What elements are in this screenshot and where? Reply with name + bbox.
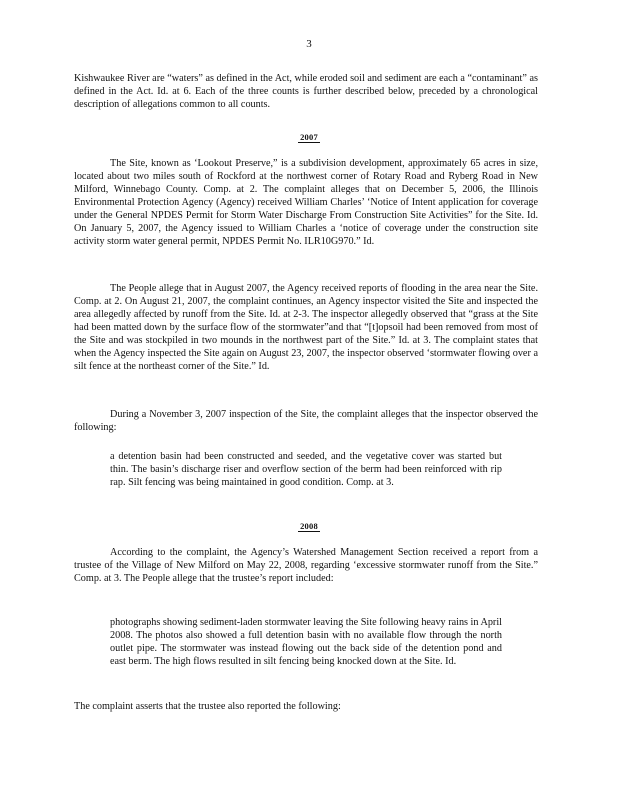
august-paragraph: The People allege that in August 2007, the Agency received reports of flooding in the area near the Site. Comp. at 2. On August 21, 2007, the complaint continues, an Agency inspector visited the Site and inspected the area allegedly affected by runoff from the Site. Id. at 2-3. The inspector allegedly observed that “grass at the Site had been matted down by the surface flow of the stormwater”and that “[t]opsoil had been removed from most of the Site and was stockpiled in two mounds in the northwest part of the Site.” Id. at 3. The complaint states that when the Agency inspected the Site again on August 23, 2007, the inspector observed ‘stormwater flowing over a silt fence at the northeast corner of the Site.” Id.	[74, 283, 538, 372]
section-heading-2008	[0, 520, 618, 533]
november-quote: a detention basin had been constructed and seeded, and the vegetative cover was started but thin. The basin’s discharge riser and overflow section of the berm had been reinforced with rip rap. Silt fencing was being maintained in good condition. Comp. at 3.	[110, 451, 502, 488]
heading-2008-text: 2008	[300, 521, 318, 531]
photographs-quote: photographs showing sediment-laden stormwater leaving the Site following heavy rains in April 2008. The photos also showed a full detention basin with no available flow through the north outlet pipe. The stormwater was instead flowing out the back side of the detention pond and east berm. The high flows resulted in silt fencing being knocked down at the Site. Id.	[110, 617, 502, 667]
november-paragraph: During a November 3, 2007 inspection of the Site, the complaint alleges that the inspector observed the following:	[74, 409, 538, 433]
page-number: 3	[306, 38, 312, 50]
site-paragraph: The Site, known as ‘Lookout Preserve,” is a subdivision development, approximately 65 acres in size, located about two miles south of Rockford at the northwest corner of Rotary Road and Ryberg Road in New Milford, Winnebago County. Comp. at 2. The complaint alleges that on December 5, 2006, the Illinois Environmental Protection Agency (Agency) received William Charles’ ‘Notice of Intent application for coverage under the General NPDES Permit for Storm Water Discharge From Construction Site Activities” for the Site. Id. On January 5, 2007, the Agency issued to William Charles a ‘notice of coverage under the construction site activity storm water general permit, NPDES Permit No. ILR10G970.” Id.	[74, 158, 538, 247]
intro-paragraph: Kishwaukee River are “waters” as defined in the Act, while eroded soil and sediment are each a “contaminant” as defined in the Act. Id. at 6. Each of the three counts is further described below, preceded by a chronological description of allegations common to all counts.	[74, 73, 538, 110]
section-heading-2007	[0, 131, 618, 144]
watershed-paragraph: According to the complaint, the Agency’s Watershed Management Section received a report from a trustee of the Village of New Milford on May 22, 2008, regarding ‘excessive stormwater runoff from the Site.” Comp. at 3. The People allege that the trustee’s report included:	[74, 547, 538, 584]
trustee-paragraph: The complaint asserts that the trustee also reported the following:	[74, 701, 341, 712]
heading-2007-text: 2007	[300, 132, 318, 142]
